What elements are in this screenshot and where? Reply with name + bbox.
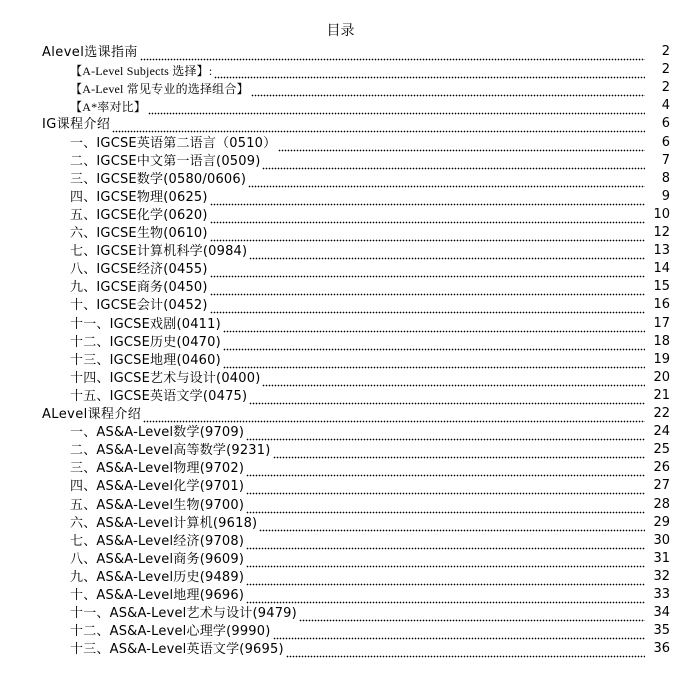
toc-entry-page: 14: [653, 261, 670, 277]
toc-entry-label: 十二、IGCSE历史(0470): [70, 334, 221, 350]
dot-leader: [299, 608, 645, 622]
toc-entry-page: 25: [653, 442, 670, 458]
toc-entry-line: [70, 152, 647, 170]
toc-entry-page: 34: [653, 605, 670, 621]
toc-entry-page: 4: [661, 98, 670, 114]
toc-entry-label: 三、IGCSE数学(0580/0606): [70, 171, 247, 187]
toc-entry-line: [70, 586, 647, 604]
toc-entry-label: 十一、AS&A-Level艺术与设计(9479): [70, 606, 297, 622]
dot-leader: [246, 500, 645, 514]
dot-leader: [143, 409, 645, 423]
toc-entry-line: [70, 423, 647, 441]
toc-entry-line: [70, 224, 647, 242]
toc-entry-line: [70, 550, 647, 568]
toc-entry-page: 12: [653, 225, 670, 240]
toc-entry-line: [70, 61, 647, 79]
toc-entry-page: 20: [653, 369, 670, 385]
toc-entry[interactable]: [0, 79, 681, 97]
toc-entry[interactable]: [0, 115, 681, 133]
toc-entry[interactable]: [0, 405, 681, 423]
toc-entry-label: Alevel选课指南: [42, 45, 138, 60]
toc-entry-page: 33: [653, 587, 670, 602]
dot-leader: [259, 518, 645, 532]
toc-entry-label: 八、AS&A-Level商务(9609): [70, 551, 245, 567]
toc-entry-label: 七、IGCSE计算机科学(0984): [70, 244, 248, 260]
toc-entry-line: [70, 333, 647, 351]
toc-entry-page: 28: [653, 496, 670, 512]
dot-leader: [248, 174, 645, 188]
dot-leader: [210, 192, 645, 206]
toc-entry[interactable]: [0, 496, 681, 514]
toc-entry-line: [42, 115, 647, 133]
toc-entry[interactable]: [0, 224, 681, 242]
toc-entry-line: [70, 351, 647, 369]
dot-leader: [251, 83, 645, 97]
toc-entry-page: 2: [661, 44, 670, 59]
toc-entry-line: [70, 604, 647, 622]
dot-leader: [148, 101, 645, 115]
dot-leader: [210, 264, 645, 278]
toc-entry-label: 六、IGCSE生物(0610): [70, 226, 208, 241]
toc-entry-label: 二、IGCSE中文第一语言(0509): [70, 153, 261, 169]
dot-leader: [246, 536, 645, 550]
toc-entry-page: 35: [653, 623, 670, 639]
dot-leader: [223, 337, 645, 351]
toc-entry[interactable]: [0, 459, 681, 477]
toc-entry-line: [70, 79, 647, 97]
toc-entry[interactable]: [0, 315, 681, 333]
dot-leader: [273, 626, 645, 640]
toc-entry-line: [70, 622, 647, 640]
dot-leader: [140, 47, 645, 61]
toc-entry-label: 一、AS&A-Level数学(9709): [70, 425, 245, 441]
toc-entry-page: 17: [653, 315, 670, 331]
toc-entry-page: 6: [661, 134, 670, 150]
dot-leader: [210, 282, 645, 296]
toc-entry-page: 24: [653, 424, 670, 440]
toc-entry-label: 九、IGCSE商务(0450): [70, 280, 208, 296]
toc-entry[interactable]: [0, 586, 681, 604]
toc-entry-label: 三、AS&A-Level物理(9702): [70, 461, 245, 477]
dot-leader: [286, 644, 645, 658]
toc-entry-line: [70, 496, 647, 514]
dot-leader: [223, 319, 645, 333]
toc-entry-page: 16: [653, 297, 670, 313]
toc-entry-page: 9: [661, 188, 670, 204]
toc-entry-page: 19: [653, 351, 670, 367]
dot-leader: [273, 445, 645, 459]
toc-entry-label: 六、AS&A-Level计算机(9618): [70, 515, 258, 531]
toc-entry[interactable]: [0, 369, 681, 387]
dot-leader: [210, 228, 645, 242]
dot-leader: [278, 138, 645, 152]
toc-entry-page: 6: [661, 116, 670, 132]
toc-entry-label: 十四、IGCSE艺术与设计(0400): [70, 370, 261, 386]
toc-entry-line: [70, 188, 647, 206]
toc-entry-line: [70, 441, 647, 459]
toc-entry-page: 13: [653, 243, 670, 259]
dot-leader: [249, 246, 645, 260]
toc-entry[interactable]: [0, 188, 681, 206]
toc-entry-label: 十、IGCSE会计(0452): [70, 298, 208, 314]
toc-entry-page: 7: [661, 152, 670, 168]
toc-entry-label: 十一、IGCSE戏剧(0411): [70, 316, 221, 332]
toc-entry[interactable]: [0, 152, 681, 170]
toc-entry-page: 2: [661, 62, 670, 78]
toc-entry[interactable]: [0, 514, 681, 532]
toc-entry[interactable]: [0, 260, 681, 278]
toc-entry-page: 26: [653, 460, 670, 476]
dot-leader: [246, 554, 645, 568]
toc-entry-page: 36: [653, 641, 670, 657]
dot-leader: [249, 391, 645, 405]
toc-entry-page: 32: [653, 568, 670, 584]
dot-leader: [246, 572, 645, 586]
toc-entry[interactable]: [0, 333, 681, 351]
dot-leader: [246, 463, 645, 477]
toc-entry-page: 27: [653, 478, 670, 494]
toc-entry-page: 8: [661, 170, 670, 186]
toc-entry-line: [42, 43, 647, 61]
toc-entry-line: [42, 405, 647, 423]
toc-entry-line: [70, 170, 647, 188]
toc-entry[interactable]: [0, 550, 681, 568]
dot-leader: [262, 156, 645, 170]
toc-entry[interactable]: [0, 387, 681, 405]
toc-title: 目录: [326, 23, 355, 39]
dot-leader: [112, 119, 645, 133]
toc-entry-label: 十二、AS&A-Level心理学(9990): [70, 624, 271, 640]
dot-leader: [214, 65, 645, 79]
toc-entry-label: 十三、IGCSE地理(0460): [70, 352, 221, 368]
toc-entry-page: 15: [653, 279, 670, 295]
toc-entry[interactable]: [0, 604, 681, 622]
toc-entry-line: [70, 640, 647, 658]
toc-entry-label: ALevel课程介绍: [42, 407, 142, 422]
toc-entry[interactable]: [0, 170, 681, 188]
dot-leader: [262, 373, 645, 387]
toc-entry[interactable]: [0, 477, 681, 495]
toc-entry-label: 一、IGCSE英语第二语言（0510）: [70, 135, 277, 151]
toc-entry[interactable]: [0, 296, 681, 314]
toc-entry-label: 四、IGCSE物理(0625): [70, 189, 208, 205]
toc-entry[interactable]: [0, 640, 681, 658]
toc-entry-label: 四、AS&A-Level化学(9701): [70, 479, 245, 495]
dot-leader: [246, 481, 645, 495]
toc-entry-line: [70, 514, 647, 532]
toc-entry[interactable]: [0, 532, 681, 550]
toc-entry-page: 21: [653, 387, 670, 403]
toc-entry-line: [70, 242, 647, 260]
toc-entry-page: 18: [653, 333, 670, 349]
toc-entry[interactable]: [0, 134, 681, 152]
toc-entry[interactable]: [0, 441, 681, 459]
toc-entry-label: 十五、IGCSE英语文学(0475): [70, 388, 248, 404]
toc-entry-line: [70, 532, 647, 550]
toc-entry[interactable]: [0, 206, 681, 224]
toc-entry[interactable]: [0, 568, 681, 586]
toc-entry[interactable]: [0, 278, 681, 296]
toc-entry-line: [70, 278, 647, 296]
toc-entry-line: [70, 568, 647, 586]
toc-entry-page: 31: [653, 550, 670, 566]
toc-entry-page: 29: [653, 514, 670, 530]
toc-entry-label: 【A*率对比】: [70, 100, 147, 115]
toc-entry-page: 22: [653, 406, 670, 421]
toc-entry[interactable]: [0, 61, 681, 79]
toc-entry[interactable]: [0, 242, 681, 260]
toc-entry[interactable]: [0, 351, 681, 369]
dot-leader: [210, 300, 645, 314]
toc-entry-line: [70, 459, 647, 477]
toc-entry-label: 九、AS&A-Level历史(9489): [70, 569, 245, 585]
toc-entry-line: [70, 369, 647, 387]
toc-entry-page: 30: [653, 532, 670, 548]
dot-leader: [246, 427, 645, 441]
toc-entry[interactable]: [0, 43, 681, 61]
toc-entry-label: 五、AS&A-Level生物(9700): [70, 497, 245, 513]
dot-leader: [246, 590, 645, 604]
toc-entry-line: [70, 477, 647, 495]
dot-leader: [223, 355, 645, 369]
toc-entry-label: 五、IGCSE化学(0620): [70, 207, 208, 223]
toc-entry-line: [70, 260, 647, 278]
toc-entry[interactable]: [0, 97, 681, 115]
toc-entry-line: [70, 97, 647, 115]
toc-entry-label: 二、AS&A-Level高等数学(9231): [70, 443, 271, 459]
toc-entry-label: 十三、AS&A-Level英语文学(9695): [70, 642, 284, 658]
toc-entry-label: 【A-Level Subjects 选择】:: [70, 64, 213, 79]
toc-entry[interactable]: [0, 423, 681, 441]
toc-entry[interactable]: [0, 622, 681, 640]
toc-entry-label: 七、AS&A-Level经济(9708): [70, 533, 245, 549]
toc-entry-line: [70, 296, 647, 314]
toc-entry-line: [70, 387, 647, 405]
toc-entry-label: 【A-Level 常见专业的选择组合】: [70, 82, 249, 97]
toc-entry-label: 十、AS&A-Level地理(9696): [70, 588, 245, 603]
toc-entry-line: [70, 315, 647, 333]
toc-entry-label: 八、IGCSE经济(0455): [70, 262, 208, 278]
toc-entry-line: [70, 206, 647, 224]
toc-entry-line: [70, 134, 647, 152]
toc-entry-page: 10: [653, 206, 670, 222]
dot-leader: [210, 210, 645, 224]
toc-entry-label: IG课程介绍: [42, 117, 111, 133]
toc-entry-page: 2: [661, 80, 670, 96]
